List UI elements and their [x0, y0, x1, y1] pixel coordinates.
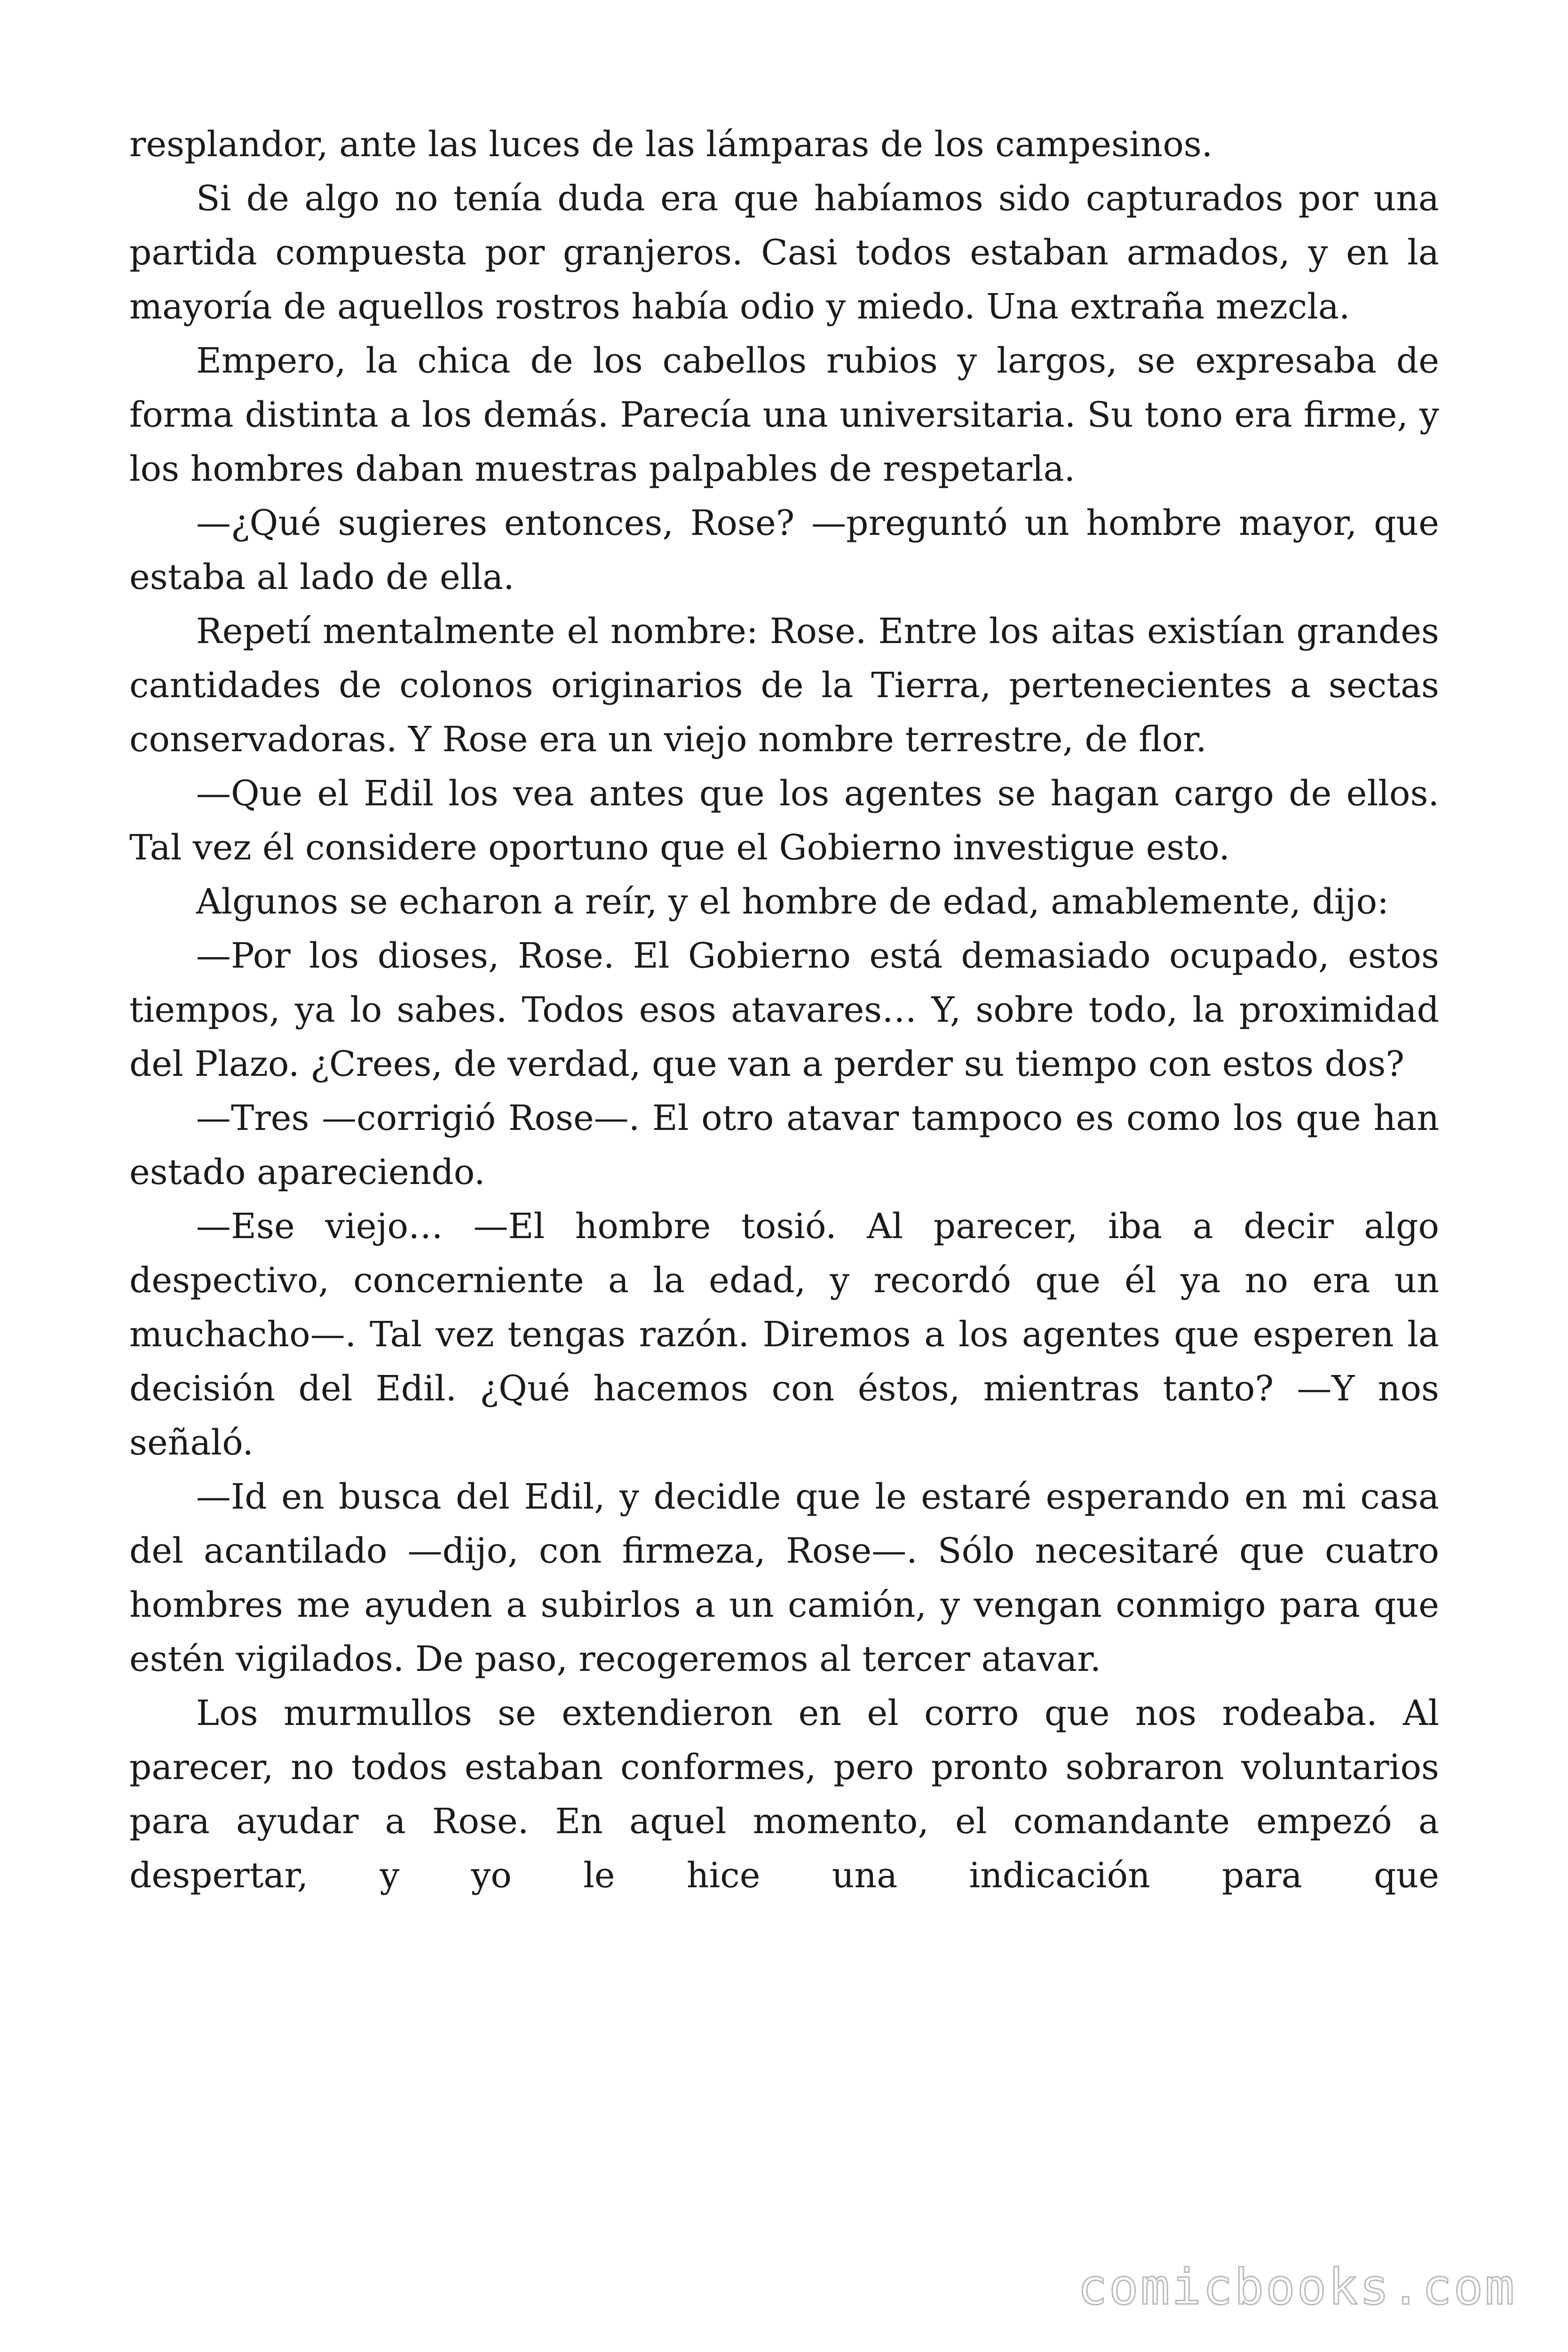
watermark: comicbooks.com	[1077, 2258, 1516, 2316]
paragraph: Si de algo no tenía duda era que habíamos sido capturados por una partida compuesta por granjeros. Casi todos estaban armados, y en la mayoría de aquellos rostros había odio y miedo. Una extraña mezcla.	[129, 178, 1439, 327]
paragraph: —Ese viejo… —El hombre tosió. Al parecer, iba a decir algo despectivo, concerniente a la edad, y recordó que él ya no era un muchacho—. Tal vez tengas razón. Diremos a los agentes que esperen la decisión del Edil. ¿Qué hacemos con éstos, mientras tanto? —Y nos señaló.	[129, 1206, 1439, 1463]
paragraph: —Por los dioses, Rose. El Gobierno está demasiado ocupado, estos tiempos, ya lo sabes. Todos esos atavares… Y, sobre todo, la proximidad del Plazo. ¿Crees, de verdad, que van a perder su tiempo con estos dos?	[129, 936, 1439, 1084]
paragraph: Repetí mentalmente el nombre: Rose. Entre los aitas existían grandes cantidades de colonos originarios de la Tierra, pertenecientes a sectas conservadoras. Y Rose era un viejo nombre terrestre, de flor.	[129, 611, 1439, 760]
paragraph: —Id en busca del Edil, y decidle que le estaré esperando en mi casa del acantilado —dijo, con firmeza, Rose—. Sólo necesitaré que cuatro hombres me ayuden a subirlos a un camión, y vengan conmigo para que estén vigilados. De paso, recogeremos al tercer atavar.	[129, 1477, 1439, 1679]
paragraph: resplandor, ante las luces de las lámparas de los campesinos.	[129, 124, 1213, 165]
paragraph: —Que el Edil los vea antes que los agentes se hagan cargo de ellos. Tal vez él considere oportuno que el Gobierno investigue esto.	[129, 773, 1439, 868]
paragraph: Algunos se echaron a reír, y el hombre de edad, amablemente, dijo:	[196, 882, 1389, 922]
body-text	[129, 118, 1439, 1903]
paragraph: Empero, la chica de los cabellos rubios y largos, se expresaba de forma distinta a los demás. Parecía una universitaria. Su tono era firme, y los hombres daban muestras palpables de respetarla.	[129, 341, 1439, 489]
paragraph: —¿Qué sugieres entonces, Rose? —preguntó un hombre mayor, que estaba al lado de ella.	[129, 503, 1439, 597]
paragraph: Los murmullos se extendieron en el corro que nos rodeaba. Al parecer, no todos estaban conformes, pero pronto sobraron voluntarios para ayudar a Rose. En aquel momento, el comandante empezó a despertar, y yo le hice una indicación para que	[129, 1693, 1439, 1896]
paragraph: —Tres —corrigió Rose—. El otro atavar tampoco es como los que han estado apareciendo.	[129, 1098, 1439, 1192]
